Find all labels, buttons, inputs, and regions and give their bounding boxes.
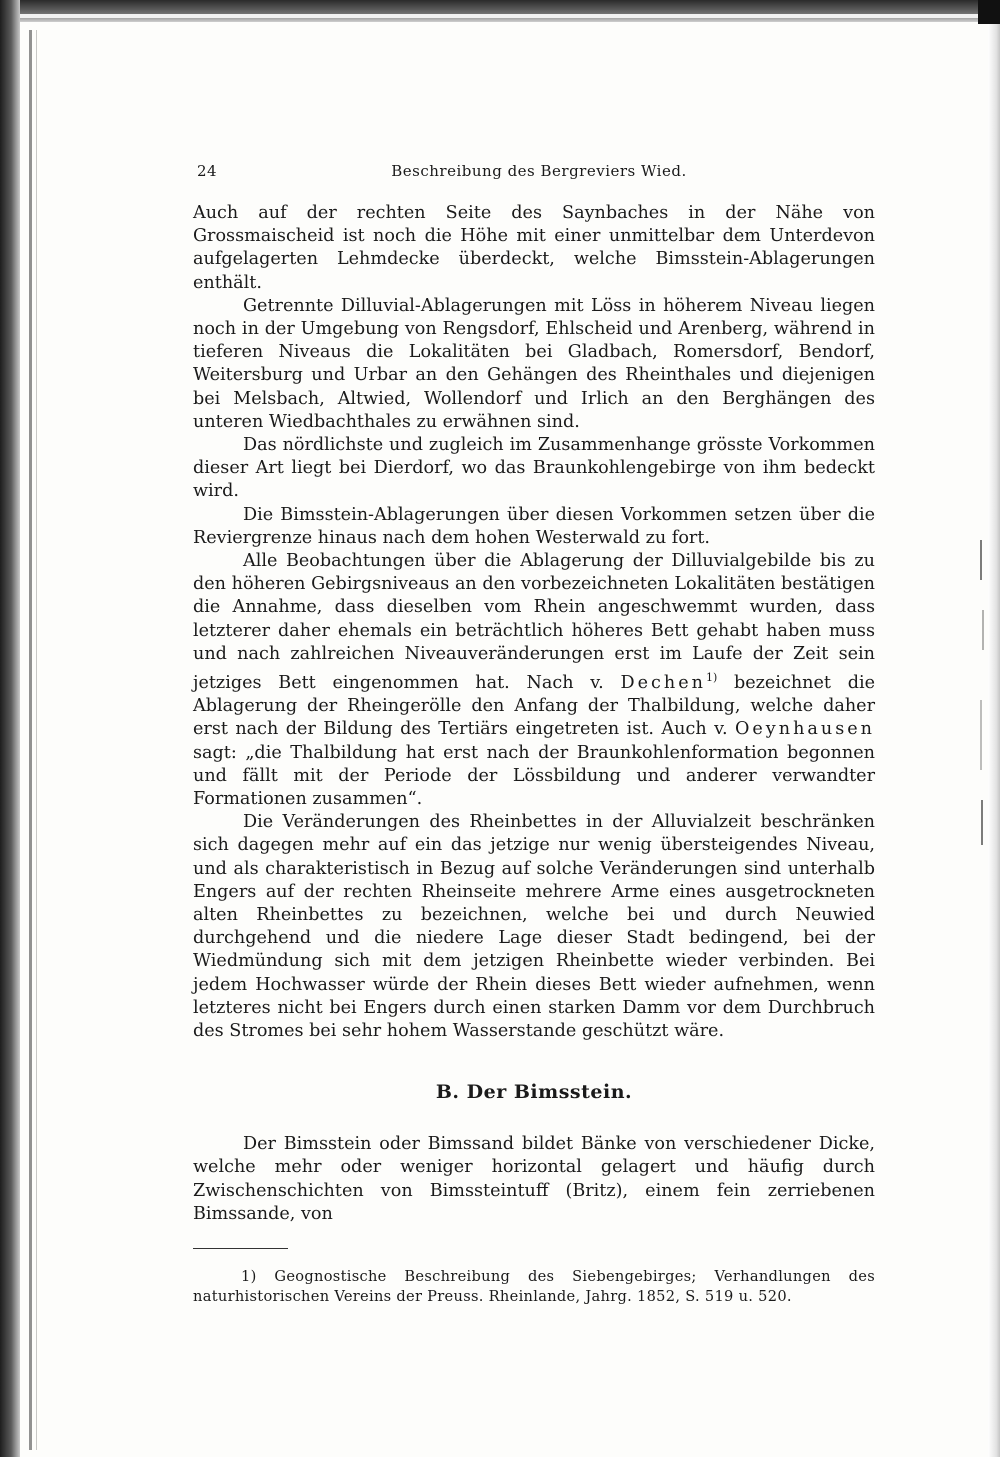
scan-top-edge-highlight: [20, 14, 980, 18]
margin-mark: [982, 610, 984, 650]
footnote-reference: 1): [705, 671, 718, 685]
scan-left-edge-shadow: [0, 0, 20, 1457]
running-head: [193, 160, 875, 186]
page-fold-line: [29, 30, 32, 1450]
paragraph-5-text-b: bezeichnet die Ablagerung der Rheingerölle den Anfang der Thalbildung, welche daher erst nach der Bildung des Tertiärs eingetreten ist. Auch v.: [193, 672, 875, 740]
page-number: 24: [197, 162, 218, 180]
paragraph-5-text-c: sagt: „die Thalbildung hat erst nach der Braunkohlenformation begonnen und fällt mit der Periode der Lössbildung und anderer verwandter Formationen zusammen“.: [193, 742, 875, 809]
paragraph-7: Der Bimsstein oder Bimssand bildet Bänke von verschiedener Dicke, welche mehr oder weniger horizontal gelagert und häufig durch Zwischenschichten von Bimssteintuff (Britz), einem fein zerriebenen Bimssande, von: [193, 1134, 875, 1224]
author-name-oeynhausen: Oeynhausen: [734, 719, 875, 740]
footnote-divider: [193, 1248, 288, 1249]
paragraph-4: Die Bimsstein-Ablagerungen über diesen Vorkommen setzen über die Reviergrenze hinaus nach dem hohen Westerwald zu fort.: [193, 504, 875, 548]
paragraph-3: Das nördlichste und zugleich im Zusammenhange grösste Vorkommen dieser Art liegt bei Dierdorf, wo das Braunkohlengebirge von ihm bedeckt wird.: [193, 435, 875, 502]
scan-right-edge: [988, 0, 1000, 1457]
footnote: 1) Geognostische Beschreibung des Siebengebirges; Verhandlungen des naturhistorischen Vereins der Preuss. Rheinlande, Jahrg. 1852, S. 519 u. 520.: [193, 1267, 875, 1305]
scan-top-edge-shadow: [20, 0, 1000, 22]
paragraph-1: Auch auf der rechten Seite des Saynbaches in der Nähe von Grossmaischeid ist noch die Höhe mit einer unmittelbar dem Unterdevon aufgelagerten Lehmdecke überdeckt, welche Bimsstein-Ablagerungen enthält.: [193, 203, 875, 293]
margin-mark: [980, 700, 982, 770]
margin-mark: [981, 800, 983, 845]
book-page: [193, 160, 875, 1307]
running-head-title: Beschreibung des Bergreviers Wied.: [391, 162, 687, 180]
page-fold-line-secondary: [36, 30, 37, 1450]
author-name-dechen: Dechen: [620, 672, 706, 693]
paragraph-5-text-a: Alle Beobachtungen über die Ablagerung der Dilluvialgebilde bis zu den höheren Gebirgsniveaus an den vorbezeichneten Lokalitäten bestätigen die Annahme, dass dieselben vom Rhein angeschwemmt wurden, dass letzterer daher ehemals ein beträchtlich höheres Bett gehabt haben muss und nach zahlreichen Niveauveränderungen erst im Laufe der Zeit sein jetziges Bett eingenommen hat. Nach v.: [193, 551, 875, 693]
paragraph-2: Getrennte Dilluvial-Ablagerungen mit Löss in höherem Niveau liegen noch in der Umgebung von Rengsdorf, Ehlscheid und Arenberg, während in tieferen Niveaus die Lokalitäten bei Gladbach, Romersdorf, Bendorf, Weitersburg und Urbar an den Gehängen des Rheinthales und diejenigen bei Melsbach, Altwied, Wollendorf und Irlich an den Berghängen des unteren Wiedbachthales zu erwähnen sind.: [193, 295, 875, 432]
paragraph-6: Die Veränderungen des Rheinbettes in der Alluvialzeit beschränken sich dagegen mehr auf ein das jetzige nur wenig übersteigendes Niveau, und als charakteristisch in Bezug auf solche Veränderungen sind unterhalb Engers auf der rechten Rheinseite mehrere Arme eines ausgetrockneten alten Rheinbettes zu bezeichnen, welche bei und durch Neuwied durchgehend und die niedere Lage dieser Stadt bedingend, bei der Wiedmündung sich mit dem jetzigen Rheinbette wieder verbinden. Bei jedem Hochwasser würde der Rhein dieses Bett wieder aufnehmen, wenn letzteres nicht bei Engers durch einen starken Damm vor dem Durchbruch des Stromes bei sehr hohem Wasserstande geschützt wäre.: [193, 812, 875, 1041]
margin-mark: [980, 540, 982, 580]
paragraph-5: [193, 550, 875, 811]
body-text: [193, 202, 875, 1226]
section-heading: B. Der Bimsstein.: [435, 1081, 633, 1104]
scan-corner-shadow: [978, 0, 1000, 24]
